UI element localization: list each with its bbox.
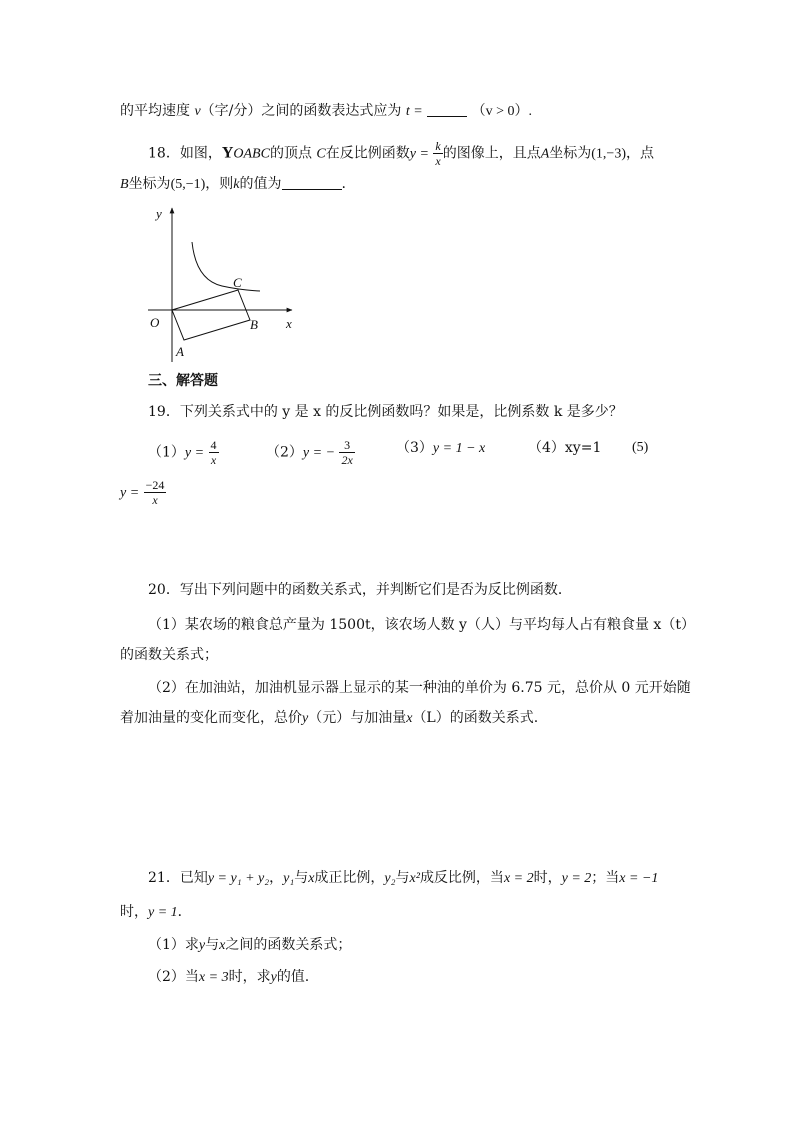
q21-line2: 时，y = 1． — [120, 904, 192, 920]
q21-part1: （1）求y与x之间的函数关系式； — [148, 937, 352, 953]
q18-line2: B坐标为(5,−1)，则k的值为 . — [120, 176, 346, 192]
parallelogram-figure — [140, 202, 340, 372]
q21-part2: （2）当x = 3时，求y的值. — [148, 969, 310, 985]
section-title: 三、解答题 — [148, 373, 218, 389]
q19-option-2: （2）y = − $\frac{3}{2x}$ — [266, 438, 353, 467]
q19-question: 19．下列关系式中的 y 是 x 的反比例函数吗？如果是，比例系数 k 是多少？ — [148, 404, 623, 420]
point-b-label: B — [250, 317, 258, 332]
q19-option-5: y = $\frac{-24}{x}$ — [120, 478, 165, 507]
parallelogram-oabc — [172, 290, 250, 340]
y-axis-label: y — [156, 206, 162, 221]
point-c-label: C — [233, 275, 242, 290]
fraction-k-over-x: $\frac{k}{x}$ — [435, 139, 441, 168]
hyperbola-curve — [192, 242, 260, 291]
q19-option-4: （4）xy=1 — [528, 440, 602, 456]
q17-tail-line: 的平均速度 v（字/分）之间的函数表达式应为 t = （v > 0）. — [120, 103, 532, 119]
q20-part1-line2: 的函数关系式； — [120, 647, 218, 663]
q19-option-1: （1）y = $\frac{4}{x}$ — [148, 438, 217, 467]
q20-part2-line2: 着加油量的变化而变化，总价y（元）与加油量x（L）的函数关系式. — [120, 710, 539, 726]
point-a-label: A — [176, 344, 184, 359]
x-axis-label: x — [286, 316, 292, 331]
q20-part1-line1: （1）某农场的粮食总产量为 1500t，该农场人数 y（人）与平均每人占有粮食量 x（t） — [148, 617, 695, 633]
q21-line1: 21．已知y = y₁ + y₂，y₁与x成正比例，y₂与x²成反比例，当x = 2时，y = 2；当x = −1 — [148, 870, 659, 886]
q20-question: 20．写出下列问题中的函数关系式，并判断它们是否为反比例函数． — [148, 582, 572, 598]
q19-options — [148, 438, 668, 468]
q20-part2-line1: （2）在加油站，加油机显示器上显示的某一种油的单价为 6.75 元，总价从 0 元开始随 — [148, 680, 691, 696]
answer-blank-q17[interactable] — [427, 102, 467, 117]
origin-label: O — [150, 315, 160, 330]
answer-blank-q18[interactable] — [282, 175, 342, 190]
q19-option-3: （3）y = 1 − x — [396, 440, 486, 456]
q19-option-5-label: (5) — [632, 440, 649, 455]
q18-line1: 18．如图，YOABC的顶点 C在反比例函数y = $\frac{k}{x}$ 的图像上，且点A坐标为(1,−3)，点 — [148, 139, 654, 168]
